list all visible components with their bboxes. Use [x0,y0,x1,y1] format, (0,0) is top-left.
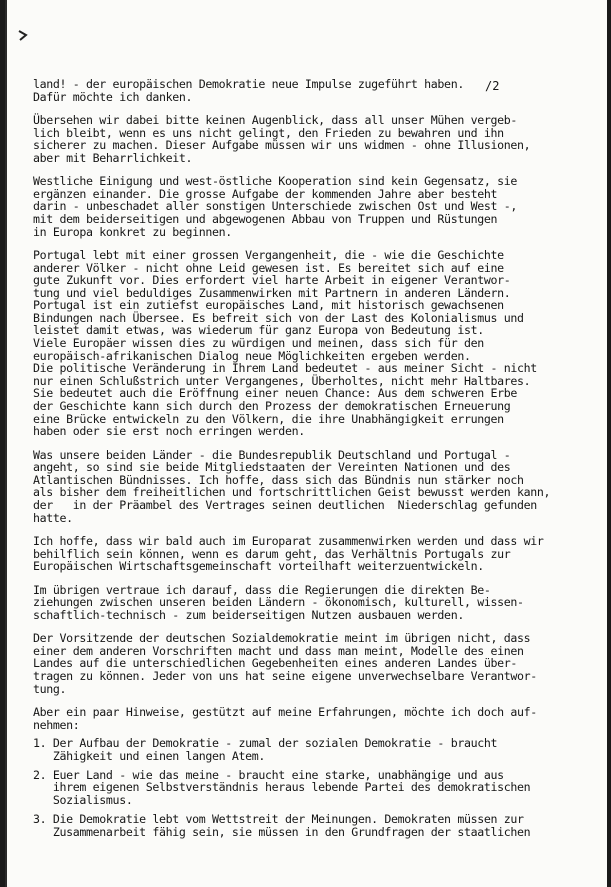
text-line: Landes auf die unterschiedlichen Gegebenheiten eines anderen Landes über- [33,656,517,671]
text-line: der Geschichte kann sich durch den Prozess der demokratischen Erneuerung [33,399,511,414]
paragraph [33,114,593,164]
text-line: Atlantischen Bündnisses. Ich hoffe, dass sich das Bündnis nun stärker noch [33,472,524,487]
text-line: Europäischen Wirtschaftsgemeinschaft vorteilhaft weiterzuentwickeln. [33,559,484,574]
text-line: 1. Der Aufbau der Demokratie - zumal der sozialen Demokratie - braucht [33,736,498,751]
text-line: Westliche Einigung und west-östliche Kooperation sind kein Gegensatz, sie [33,174,517,189]
text-line: aber mit Beharrlichkeit. [33,150,193,165]
text-line: Dafür möchte ich danken. [33,89,193,104]
text-line: Viele Europäer wissen dies zu würdigen und meinen, dass sich für den [33,336,484,351]
paragraph [33,632,593,695]
text-line: Übersehen wir dabei bitte keinen Augenblick, dass all unser Mühen vergeb- [33,112,517,127]
text-line: Portugal lebt mit einer grossen Vergangenheit, die - wie die Geschichte [33,247,504,262]
text-line: mit dem beiderseitigen und abgewogenen Abbau von Truppen und Rüstungen [33,211,498,226]
list-item [33,769,593,807]
text-line: Zähigkeit und einen langen Atem. [33,748,266,763]
text-line: ihrem eigenen Selbstverständnis heraus lebende Partei des demokratischen [33,780,531,795]
paragraph [33,449,593,525]
text-line: Sie bedeutet auch die Eröffnung einer neuen Chance: Aus dem schweren Erbe [33,386,517,401]
numbered-list [33,737,593,838]
paragraph [33,584,593,622]
text-line: angeht, so sind sie beide Mitgliedstaaten der Vereinten Nationen und des [33,460,511,475]
text-line: Portugal ist ein zutiefst europäisches Land, mit historisch gewachsenen [33,298,504,313]
text-line: nur einen Schlußstrich unter Vergangenes, Überholtes, nicht mehr Haltbares. [33,373,531,388]
list-item [33,813,593,838]
text-line: Sozialismus. [33,792,133,807]
paragraph [33,249,593,438]
text-line: leistet damit etwas, was wiederum für ganz Europa von Bedeutung ist. [33,323,484,338]
text-line: hatte. [33,510,73,525]
text-line: Der Vorsitzende der deutschen Sozialdemokratie meint im übrigen nicht, dass [33,631,531,646]
text-line: ziehungen zwischen unseren beiden Ländern - ökonomisch, kulturell, wissen- [33,595,524,610]
text-line: einer dem anderen Vorschriften macht und dass man meint, Modelle des einen [33,643,524,658]
text-line: sicherer zu machen. Dieser Aufgabe müssen wir uns widmen - ohne Illusionen, [33,138,531,153]
text-line: gute Zukunft vor. Dies erfordert viel harte Arbeit in eigener Verantwor- [33,273,511,288]
text-line: als bisher dem freiheitlichen und fortschrittlichen Geist bewusst werden kann, [33,485,551,500]
text-line: Zusammenarbeit fähig sein, sie müssen in den Grundfragen der staatlichen [33,824,531,839]
text-line: europäisch-afrikanischen Dialog neue Möglichkeiten ergeben werden. [33,348,471,363]
text-line: lich bleibt, wenn es uns nicht gelingt, den Frieden zu bewahren und ihn [33,125,504,140]
text-line: ergänzen einander. Die grosse Aufgabe der kommenden Jahre aber besteht [33,186,498,201]
text-line: Die politische Veränderung in Ihrem Land bedeutet - aus meiner Sicht - nicht [33,361,537,376]
text-line: Bindungen nach Übersee. Es befreit sich von der Last des Kolonialismus und [33,310,524,325]
page-number: /2 [485,79,500,93]
text-line: tung. [33,681,67,696]
list-item [33,737,593,762]
text-line: 3. Die Demokratie lebt vom Wettstreit der Meinungen. Demokraten müssen zur [33,812,524,827]
text-line: Im übrigen vertraue ich darauf, dass die Regierungen die direkten Be- [33,582,491,597]
text-line: tung und viel beduldiges Zusammenwirken mit Partnern in anderen Ländern. [33,285,511,300]
text-line: anderer Völker - nicht ohne Leid gewesen ist. Es bereitet sich auf eine [33,260,504,275]
document-page [5,0,607,887]
paragraph [33,535,593,573]
text-line: haben oder sie erst noch erringen werden. [33,424,305,439]
text-line: darin - unbeschadet aller sonstigen Unterschiede zwischen Ost und West -, [33,199,517,214]
text-line: der in der Präambel des Vertrages seinen deutlichen Niederschlag gefunden [33,498,537,512]
text-line: tragen zu können. Jeder von uns hat seine eigene unverwechselbare Verantwor- [33,668,537,683]
text-line: schaftlich-technisch - zum beiderseitigen Nutzen ausbauen werden. [33,607,464,622]
text-line: Ich hoffe, dass wir bald auch im Europarat zusammenwirken werden und dass wir [33,533,544,548]
text-line: behilflich sein können, wenn es darum geht, das Verhältnis Portugals zur [33,546,511,561]
text-line: Was unsere beiden Länder - die Bundesrepublik Deutschland und Portugal - [33,447,511,462]
text-line: land! - der europäischen Demokratie neue Impulse zugeführt haben. [33,77,464,91]
text-line: eine Brücke entwickeln zu den Völkern, die ihre Unabhängigkeit errungen [33,411,504,426]
staple-mark-icon [17,28,31,42]
text-line: nehmen: [33,717,80,732]
list-intro [33,706,593,731]
paragraph [33,175,593,238]
text-line: Aber ein paar Hinweise, gestützt auf meine Erfahrungen, möchte ich doch auf- [33,704,537,719]
paragraph [33,78,593,103]
document-body [33,78,593,845]
text-line: in Europa konkret zu beginnen. [33,224,232,239]
text-line: 2. Euer Land - wie das meine - braucht eine starke, unabhängige und aus [33,767,504,782]
